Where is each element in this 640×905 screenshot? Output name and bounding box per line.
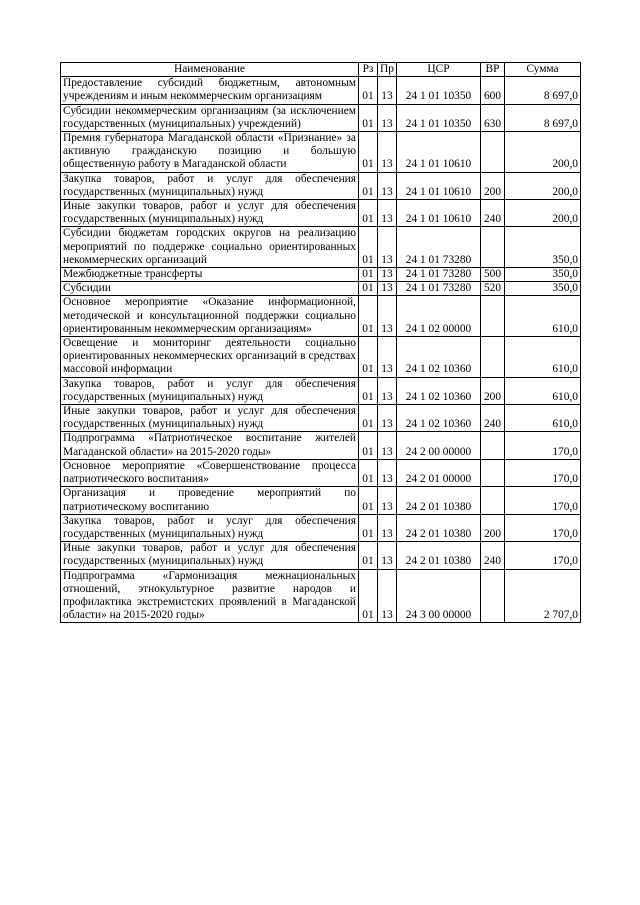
- cell-csr: 24 1 02 10360: [397, 337, 481, 378]
- cell-rz: 01: [359, 569, 378, 623]
- cell-name: Подпрограмма «Патриотическое воспитание жителей Магаданской области» на 2015-2020 годы»: [61, 432, 359, 459]
- cell-sum: 170,0: [505, 487, 581, 514]
- cell-vr: 240: [481, 405, 505, 432]
- cell-vr: [481, 132, 505, 173]
- cell-vr: [481, 337, 505, 378]
- cell-vr: 630: [481, 104, 505, 131]
- cell-csr: 24 1 01 10610: [397, 200, 481, 227]
- cell-pr: 13: [378, 569, 397, 623]
- cell-sum: 200,0: [505, 132, 581, 173]
- cell-name: Предоставление субсидий бюджетным, автономным учреждениям и иным некоммерческим организациям: [61, 77, 359, 104]
- cell-rz: 01: [359, 459, 378, 486]
- cell-csr: 24 1 01 73280: [397, 227, 481, 268]
- table-row: [61, 172, 581, 199]
- cell-csr: 24 1 02 00000: [397, 296, 481, 337]
- cell-rz: 01: [359, 172, 378, 199]
- cell-vr: 600: [481, 77, 505, 104]
- cell-pr: 13: [378, 405, 397, 432]
- cell-rz: 01: [359, 200, 378, 227]
- table-row: [61, 200, 581, 227]
- cell-csr: 24 2 01 10380: [397, 487, 481, 514]
- cell-pr: 13: [378, 104, 397, 131]
- cell-rz: 01: [359, 514, 378, 541]
- cell-csr: 24 1 01 10350: [397, 104, 481, 131]
- cell-sum: 350,0: [505, 227, 581, 268]
- cell-pr: 13: [378, 268, 397, 282]
- cell-rz: 01: [359, 432, 378, 459]
- cell-name: Премия губернатора Магаданской области «Признание» за активную гражданскую позицию и большую общественную работу в Магаданской области: [61, 132, 359, 173]
- cell-vr: [481, 569, 505, 623]
- cell-vr: [481, 459, 505, 486]
- cell-csr: 24 2 01 00000: [397, 459, 481, 486]
- cell-csr: 24 3 00 00000: [397, 569, 481, 623]
- cell-csr: 24 1 01 73280: [397, 282, 481, 296]
- cell-pr: 13: [378, 487, 397, 514]
- cell-rz: 01: [359, 377, 378, 404]
- header-csr: ЦСР: [397, 63, 481, 77]
- cell-csr: 24 1 01 10610: [397, 172, 481, 199]
- cell-pr: 13: [378, 200, 397, 227]
- header-rz: Рз: [359, 63, 378, 77]
- cell-vr: [481, 227, 505, 268]
- cell-name: Иные закупки товаров, работ и услуг для обеспечения государственных (муниципальных) нужд: [61, 542, 359, 569]
- document-page: [60, 62, 580, 623]
- cell-name: Закупка товаров, работ и услуг для обеспечения государственных (муниципальных) нужд: [61, 514, 359, 541]
- budget-table: [60, 62, 581, 623]
- cell-pr: 13: [378, 227, 397, 268]
- table-row: [61, 104, 581, 131]
- cell-vr: [481, 487, 505, 514]
- cell-vr: 240: [481, 542, 505, 569]
- cell-name: Основное мероприятие «Оказание информационной, методической и консультационной поддержки социально ориентированным некоммерческим организациям»: [61, 296, 359, 337]
- table-row: [61, 459, 581, 486]
- cell-rz: 01: [359, 542, 378, 569]
- cell-vr: [481, 296, 505, 337]
- cell-name: Субсидии бюджетам городских округов на реализацию мероприятий по поддержке социально ориентированных некоммерческих организаций: [61, 227, 359, 268]
- cell-sum: 610,0: [505, 296, 581, 337]
- cell-name: Иные закупки товаров, работ и услуг для обеспечения государственных (муниципальных) нужд: [61, 405, 359, 432]
- cell-csr: 24 1 01 10610: [397, 132, 481, 173]
- table-row: [61, 296, 581, 337]
- cell-rz: 01: [359, 132, 378, 173]
- cell-rz: 01: [359, 337, 378, 378]
- cell-pr: 13: [378, 377, 397, 404]
- cell-rz: 01: [359, 282, 378, 296]
- table-row: [61, 77, 581, 104]
- cell-vr: 500: [481, 268, 505, 282]
- header-name: Наименование: [61, 63, 359, 77]
- cell-name: Субсидии некоммерческим организациям (за исключением государственных (муниципальных) учреждений): [61, 104, 359, 131]
- cell-name: Основное мероприятие «Совершенствование процесса патриотического воспитания»: [61, 459, 359, 486]
- table-row: [61, 542, 581, 569]
- cell-rz: 01: [359, 104, 378, 131]
- cell-name: Субсидии: [61, 282, 359, 296]
- cell-rz: 01: [359, 487, 378, 514]
- cell-sum: 170,0: [505, 542, 581, 569]
- cell-sum: 170,0: [505, 432, 581, 459]
- cell-rz: 01: [359, 77, 378, 104]
- table-row: [61, 227, 581, 268]
- cell-csr: 24 1 02 10360: [397, 377, 481, 404]
- cell-name: Освещение и мониторинг деятельности социально ориентированных некоммерческих организаций в средствах массовой информации: [61, 337, 359, 378]
- cell-csr: 24 1 01 10350: [397, 77, 481, 104]
- table-row: [61, 405, 581, 432]
- cell-sum: 350,0: [505, 282, 581, 296]
- table-row: [61, 282, 581, 296]
- cell-vr: [481, 432, 505, 459]
- table-row: [61, 132, 581, 173]
- table-row: [61, 514, 581, 541]
- cell-name: Закупка товаров, работ и услуг для обеспечения государственных (муниципальных) нужд: [61, 377, 359, 404]
- cell-vr: 200: [481, 377, 505, 404]
- cell-pr: 13: [378, 77, 397, 104]
- cell-sum: 200,0: [505, 200, 581, 227]
- cell-vr: 200: [481, 514, 505, 541]
- cell-sum: 350,0: [505, 268, 581, 282]
- cell-pr: 13: [378, 542, 397, 569]
- cell-name: Межбюджетные трансферты: [61, 268, 359, 282]
- cell-rz: 01: [359, 268, 378, 282]
- table-row: [61, 432, 581, 459]
- cell-csr: 24 1 01 73280: [397, 268, 481, 282]
- header-sum: Сумма: [505, 63, 581, 77]
- cell-name: Подпрограмма «Гармонизация межнациональных отношений, этнокультурное развитие народов и профилактика экстремистских проявлений в Магаданской области» на 2015-2020 годы»: [61, 569, 359, 623]
- cell-pr: 13: [378, 337, 397, 378]
- table-row: [61, 487, 581, 514]
- cell-csr: 24 1 02 10360: [397, 405, 481, 432]
- cell-rz: 01: [359, 296, 378, 337]
- cell-csr: 24 2 01 10380: [397, 542, 481, 569]
- cell-pr: 13: [378, 172, 397, 199]
- cell-sum: 610,0: [505, 377, 581, 404]
- cell-sum: 200,0: [505, 172, 581, 199]
- cell-vr: 200: [481, 172, 505, 199]
- cell-name: Иные закупки товаров, работ и услуг для обеспечения государственных (муниципальных) нужд: [61, 200, 359, 227]
- cell-sum: 8 697,0: [505, 77, 581, 104]
- table-row: [61, 377, 581, 404]
- table-row: [61, 268, 581, 282]
- cell-pr: 13: [378, 514, 397, 541]
- cell-sum: 610,0: [505, 337, 581, 378]
- cell-pr: 13: [378, 282, 397, 296]
- cell-pr: 13: [378, 459, 397, 486]
- cell-rz: 01: [359, 405, 378, 432]
- cell-sum: 610,0: [505, 405, 581, 432]
- table-row: [61, 337, 581, 378]
- cell-sum: 2 707,0: [505, 569, 581, 623]
- cell-sum: 170,0: [505, 459, 581, 486]
- cell-sum: 8 697,0: [505, 104, 581, 131]
- cell-csr: 24 2 01 10380: [397, 514, 481, 541]
- cell-pr: 13: [378, 432, 397, 459]
- table-row: [61, 569, 581, 623]
- cell-pr: 13: [378, 132, 397, 173]
- cell-pr: 13: [378, 296, 397, 337]
- table-header-row: [61, 63, 581, 77]
- cell-vr: 240: [481, 200, 505, 227]
- header-vr: ВР: [481, 63, 505, 77]
- cell-name: Закупка товаров, работ и услуг для обеспечения государственных (муниципальных) нужд: [61, 172, 359, 199]
- cell-rz: 01: [359, 227, 378, 268]
- cell-vr: 520: [481, 282, 505, 296]
- header-pr: Пр: [378, 63, 397, 77]
- cell-name: Организация и проведение мероприятий по патриотическому воспитанию: [61, 487, 359, 514]
- table-body: [61, 77, 581, 623]
- cell-sum: 170,0: [505, 514, 581, 541]
- cell-csr: 24 2 00 00000: [397, 432, 481, 459]
